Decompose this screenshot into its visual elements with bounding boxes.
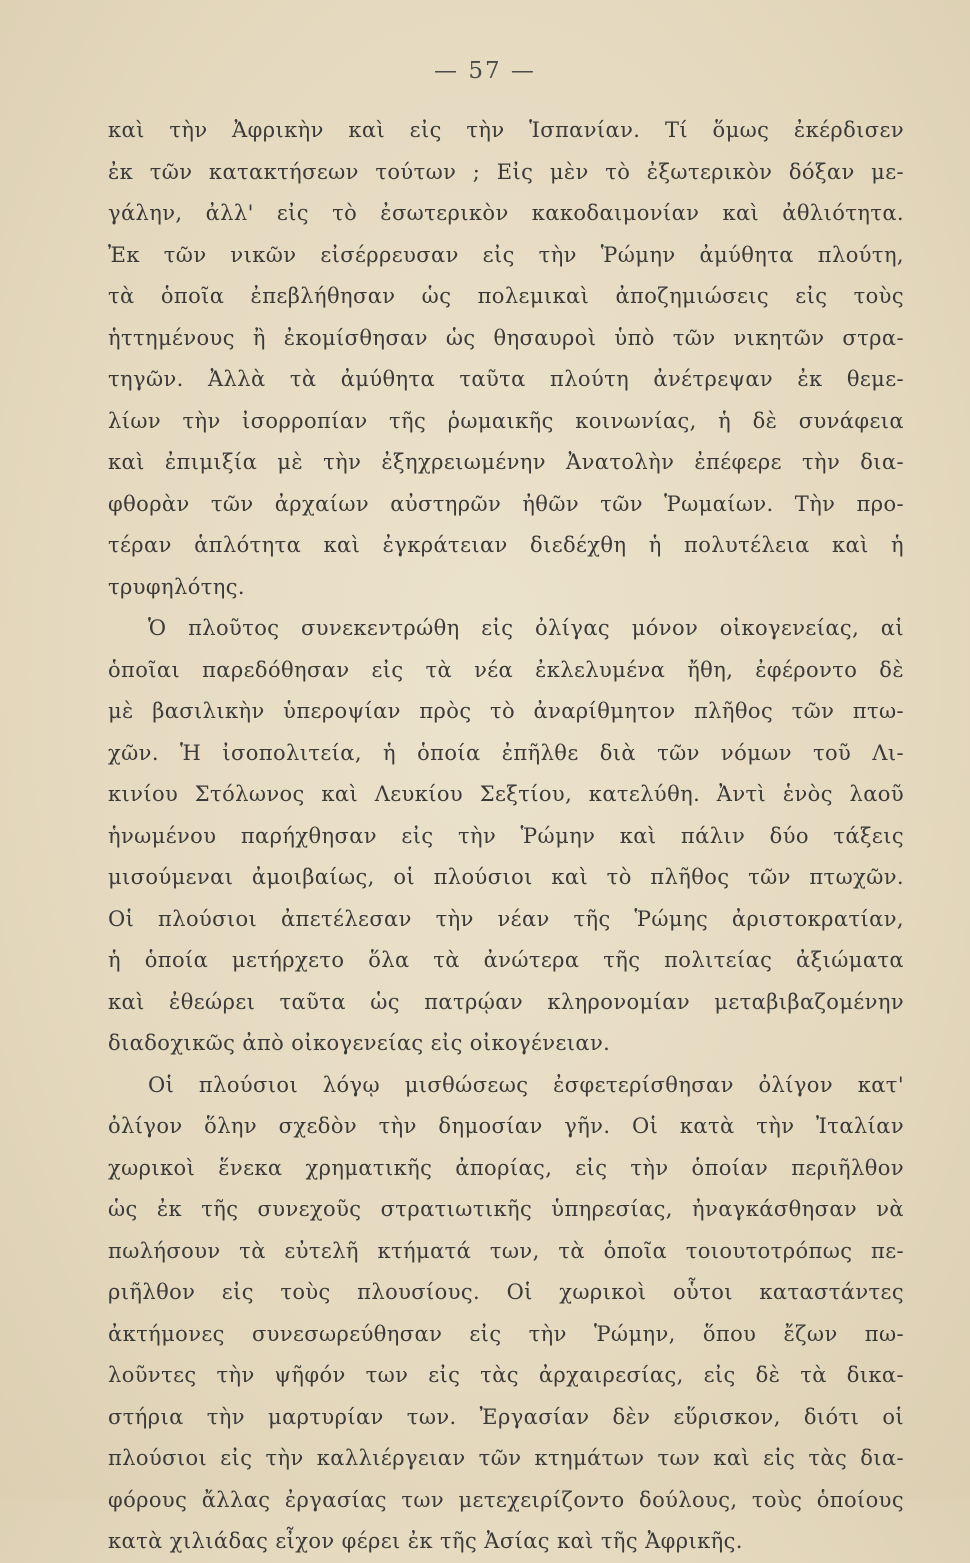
text-line: Οἱ πλούσιοι ἀπετέλεσαν τὴν νέαν τῆς Ῥώμης ἀριστοκρατίαν, bbox=[108, 906, 904, 931]
text-line: τηγῶν. Ἀλλὰ τὰ ἀμύθητα ταῦτα πλούτη ἀνέτρεψαν ἐκ θεμε- bbox=[108, 367, 904, 391]
text-line: λίων τὴν ἰσορροπίαν τῆς ῥωμαικῆς κοινωνίας, ἡ δὲ συνάφεια bbox=[108, 408, 904, 433]
paragraph bbox=[108, 608, 904, 1065]
text-line: ἀκτήμονες συνεσωρεύθησαν εἰς τὴν Ῥώμην, ὅπου ἔζων πω- bbox=[108, 1321, 904, 1346]
text-line: ριῆλθον εἰς τοὺς πλουσίους. Οἱ χωρικοὶ οὗτοι καταστάντες bbox=[108, 1280, 904, 1304]
text-line: μὲ βασιλικὴν ὑπεροψίαν πρὸς τὸ ἀναρίθμητον πλῆθος τῶν πτω- bbox=[108, 699, 904, 723]
text-line: πλούσιοι εἰς τὴν καλλιέργειαν τῶν κτημάτων των καὶ εἰς τὰς δια- bbox=[108, 1446, 904, 1470]
paragraph bbox=[108, 110, 904, 608]
text-line: κατὰ χιλιάδας εἶχον φέρει ἐκ τῆς Ἀσίας καὶ τῆς Ἀφρικῆς. bbox=[108, 1529, 743, 1553]
text-line: λοῦντες τὴν ψῆφόν των εἰς τὰς ἀρχαιρεσίας, εἰς δὲ τὰ δικα- bbox=[108, 1363, 904, 1387]
text-line: ὀλίγον ὅλην σχεδὸν τὴν δημοσίαν γῆν. Οἱ κατὰ τὴν Ἰταλίαν bbox=[108, 1114, 904, 1138]
text-line: στήρια τὴν μαρτυρίαν των. Ἐργασίαν δὲν εὕρισκον, διότι οἱ bbox=[108, 1404, 904, 1429]
text-line: τέραν ἁπλότητα καὶ ἐγκράτειαν διεδέχθη ἡ πολυτέλεια καὶ ἡ bbox=[108, 533, 904, 557]
text-line: καὶ ἐθεώρει ταῦτα ὡς πατρῴαν κληρονομίαν μεταβιβαζομένην bbox=[108, 989, 904, 1014]
text-line: τὰ ὁποῖα ἐπεβλήθησαν ὡς πολεμικαὶ ἀποζημιώσεις εἰς τοὺς bbox=[108, 284, 904, 308]
text-line: ἡττημένους ἢ ἐκομίσθησαν ὡς θησαυροὶ ὑπὸ τῶν νικητῶν στρα- bbox=[108, 325, 904, 350]
text-line: φθορὰν τῶν ἀρχαίων αὐστηρῶν ἠθῶν τῶν Ῥωμαίων. Τὴν προ- bbox=[108, 491, 904, 516]
page-number: — 57 — bbox=[434, 58, 536, 84]
text-line: Ὁ πλοῦτος συνεκεντρώθη εἰς ὀλίγας μόνον οἰκογενείας, αἱ bbox=[148, 616, 904, 640]
paragraph bbox=[108, 1065, 904, 1563]
text-line: μισούμεναι ἀμοιβαίως, οἱ πλούσιοι καὶ τὸ πλῆθος τῶν πτωχῶν. bbox=[108, 865, 904, 889]
text-line: χωρικοὶ ἕνεκα χρηματικῆς ἀπορίας, εἰς τὴν ὁποίαν περιῆλθον bbox=[108, 1155, 904, 1180]
text-line: πωλήσουν τὰ εὐτελῆ κτήματά των, τὰ ὁποῖα τοιουτοτρόπως πε- bbox=[108, 1238, 904, 1263]
text-line: ἡ ὁποία μετήρχετο ὅλα τὰ ἀνώτερα τῆς πολιτείας ἀξιώματα bbox=[108, 948, 904, 972]
text-line: ἐκ τῶν κατακτήσεων τούτων ; Εἰς μὲν τὸ ἐξωτερικὸν δόξαν με- bbox=[108, 159, 904, 184]
text-line: διαδοχικῶς ἀπὸ οἰκογενείας εἰς οἰκογένειαν. bbox=[108, 1031, 611, 1055]
text-line: ὁποῖαι παρεδόθησαν εἰς τὰ νέα ἐκλελυμένα ἤθη, ἐφέροντο δὲ bbox=[108, 657, 904, 682]
text-line: Οἱ πλούσιοι λόγῳ μισθώσεως ἐσφετερίσθησαν ὀλίγον κατ' bbox=[148, 1072, 904, 1097]
text-line: φόρους ἄλλας ἐργασίας των μετεχειρίζοντο δούλους, τοὺς ὁποίους bbox=[108, 1487, 904, 1512]
text-line: ὡς ἐκ τῆς συνεχοῦς στρατιωτικῆς ὑπηρεσίας, ἠναγκάσθησαν νὰ bbox=[108, 1197, 904, 1221]
text-line: ἡνωμένου παρήχθησαν εἰς τὴν Ῥώμην καὶ πάλιν δύο τάξεις bbox=[108, 823, 904, 848]
text-line: καὶ ἐπιμιξία μὲ τὴν ἐξηχρειωμένην Ἀνατολὴν ἐπέφερε τὴν δια- bbox=[108, 450, 904, 474]
text-line: γάλην, ἀλλ' εἰς τὸ ἐσωτερικὸν κακοδαιμονίαν καὶ ἀθλιότητα. bbox=[108, 201, 904, 225]
body-text bbox=[108, 110, 904, 1563]
text-line: καὶ τὴν Ἀφρικὴν καὶ εἰς τὴν Ἱσπανίαν. Τί ὅμως ἐκέρδισεν bbox=[108, 118, 904, 142]
text-line: χῶν. Ἡ ἰσοπολιτεία, ἡ ὁποία ἐπῆλθε διὰ τῶν νόμων τοῦ Λι- bbox=[108, 740, 904, 765]
text-line: κινίου Στόλωνος καὶ Λευκίου Σεξτίου, κατελύθη. Ἀντὶ ἑνὸς λαοῦ bbox=[108, 782, 904, 806]
text-line: τρυφηλότης. bbox=[108, 574, 246, 599]
text-line: Ἐκ τῶν νικῶν εἰσέρρευσαν εἰς τὴν Ῥώμην ἀμύθητα πλούτη, bbox=[108, 242, 904, 267]
